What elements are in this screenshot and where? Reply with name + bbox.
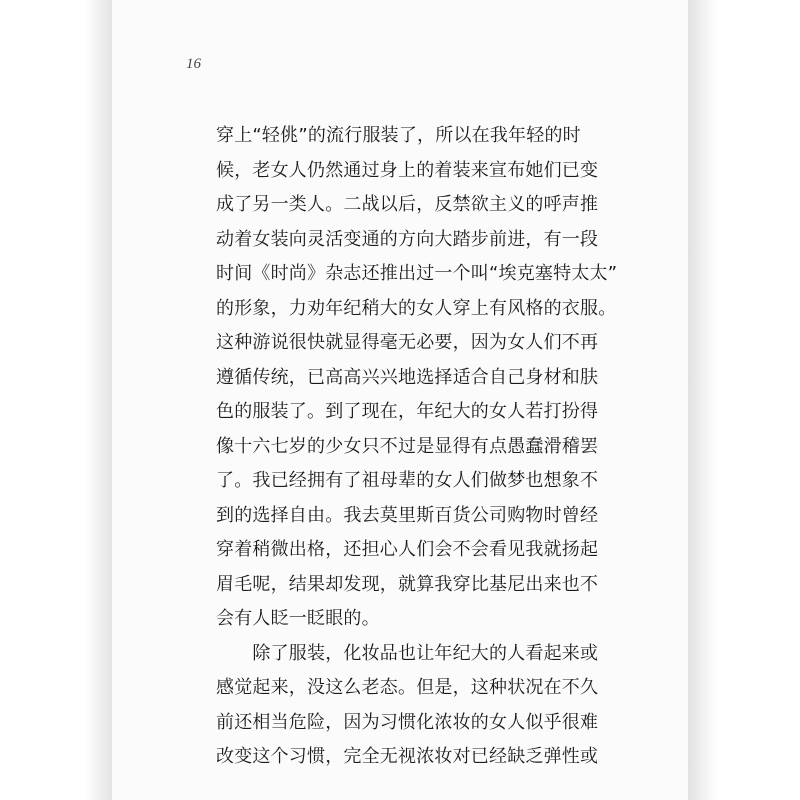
page-shadow-left bbox=[84, 0, 112, 800]
text-line: 的形象，力劝年纪稍大的女人穿上有风格的衣服。 bbox=[216, 297, 617, 319]
book-page bbox=[112, 0, 688, 800]
text-line: 感觉起来，没这么老态。但是，这种状况在不久 bbox=[216, 677, 599, 698]
text-line: 成了另一类人。二战以后，反禁欲主义的呼声推 bbox=[216, 194, 599, 215]
body-text bbox=[216, 119, 618, 775]
text-line: 眉毛呢，结果却发现，就算我穿比基尼出来也不 bbox=[216, 573, 599, 595]
text-line: 了。我已经拥有了祖母辈的女人们做梦也想象不 bbox=[216, 470, 599, 491]
text-line: 前还相当危险，因为习惯化浓妆的女人似乎很难 bbox=[216, 711, 599, 733]
text-line: 像十六七岁的少女只不过是显得有点愚蠢滑稽罢 bbox=[216, 435, 599, 457]
page-shadow-right bbox=[688, 0, 718, 800]
text-line: 动着女装向灵活变通的方向大踏步前进，有一段 bbox=[216, 228, 599, 250]
text-line: 色的服装了。到了现在，年纪大的女人若打扮得 bbox=[216, 401, 599, 422]
text-line: 时间《时尚》杂志还推出过一个叫“埃克塞特太太” bbox=[216, 263, 618, 284]
text-line: 到的选择自由。我去莫里斯百货公司购物时曾经 bbox=[216, 504, 599, 526]
text-line: 候，老女人仍然通过身上的着装来宣布她们已变 bbox=[216, 159, 599, 181]
text-line: 遵循传统，已高高兴兴地选择适合自己身材和肤 bbox=[216, 366, 599, 388]
page-number: 16 bbox=[186, 56, 201, 72]
text-line: 穿上“轻佻”的流行服装了，所以在我年轻的时 bbox=[216, 125, 581, 146]
text-line: 除了服装，化妆品也让年纪大的人看起来或 bbox=[216, 642, 599, 664]
text-line: 这种游说很快就显得毫无必要，因为女人们不再 bbox=[216, 332, 599, 353]
text-line: 改变这个习惯，完全无视浓妆对已经缺乏弹性或 bbox=[216, 746, 599, 767]
text-line: 会有人眨一眨眼的。 bbox=[216, 608, 380, 629]
text-line: 穿着稍微出格，还担心人们会不会看见我就扬起 bbox=[216, 539, 599, 560]
